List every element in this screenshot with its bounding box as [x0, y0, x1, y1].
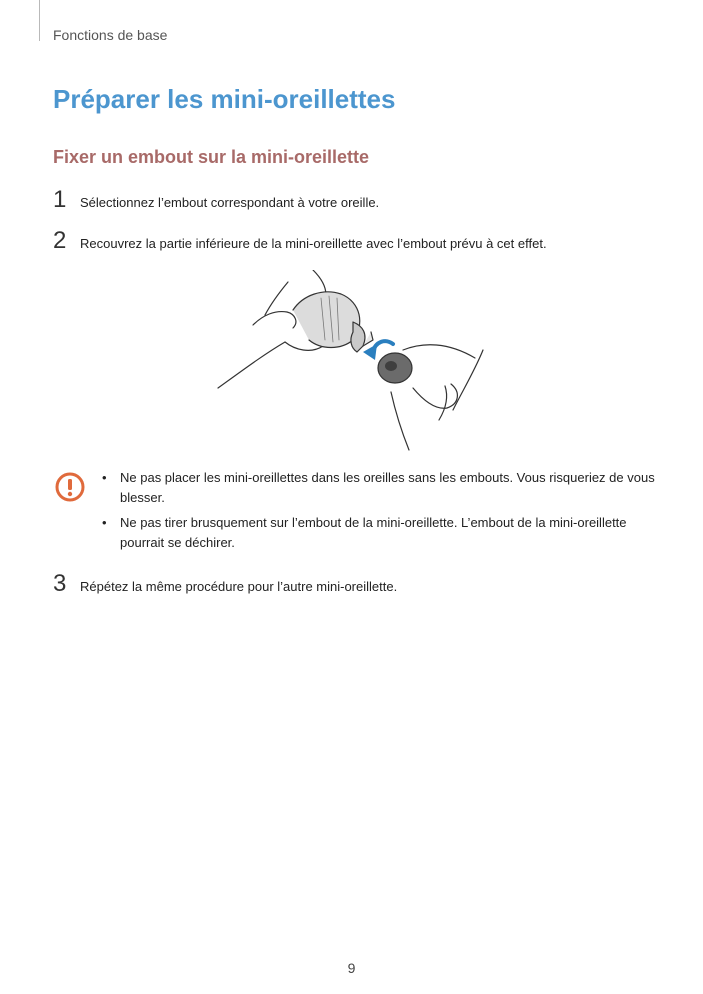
section-subtitle: Fixer un embout sur la mini-oreillette	[53, 147, 370, 167]
caution-icon	[55, 472, 85, 502]
right-hand-outline	[453, 350, 483, 410]
section-divider	[39, 0, 40, 41]
bullet: •	[102, 470, 107, 485]
caution-note	[100, 513, 655, 553]
step-3	[53, 570, 397, 598]
left-hand-outline	[218, 342, 285, 388]
step-number: 2	[53, 227, 67, 254]
page-number: 9	[347, 960, 356, 976]
caution-note	[100, 468, 655, 508]
step-2	[53, 227, 547, 255]
step-text: Sélectionnez l’embout correspondant à votre oreille.	[80, 195, 380, 210]
step-text: Recouvrez la partie inférieure de la mini-oreillette avec l’embout prévu à cet effet.	[80, 236, 547, 251]
caution-notes	[100, 468, 655, 558]
step-number: 3	[53, 570, 67, 597]
bullet: •	[102, 515, 107, 530]
step-1	[53, 186, 379, 214]
step-number: 1	[53, 186, 67, 213]
page-title: Préparer les mini-oreillettes	[53, 84, 396, 114]
step-text: Répétez la même procédure pour l’autre mini-oreillette.	[80, 579, 398, 594]
earbud-body	[293, 292, 360, 348]
section-label: Fonctions de base	[53, 27, 168, 43]
caution-note-text: Ne pas tirer brusquement sur l’embout de la mini-oreillette. L’embout de la mini-oreillette pourrait se déchirer.	[120, 515, 627, 550]
earbud-tip-illustration	[213, 270, 493, 455]
caution-note-text: Ne pas placer les mini-oreillettes dans les oreilles sans les embouts. Vous risqueriez de vous blesser.	[120, 470, 655, 505]
